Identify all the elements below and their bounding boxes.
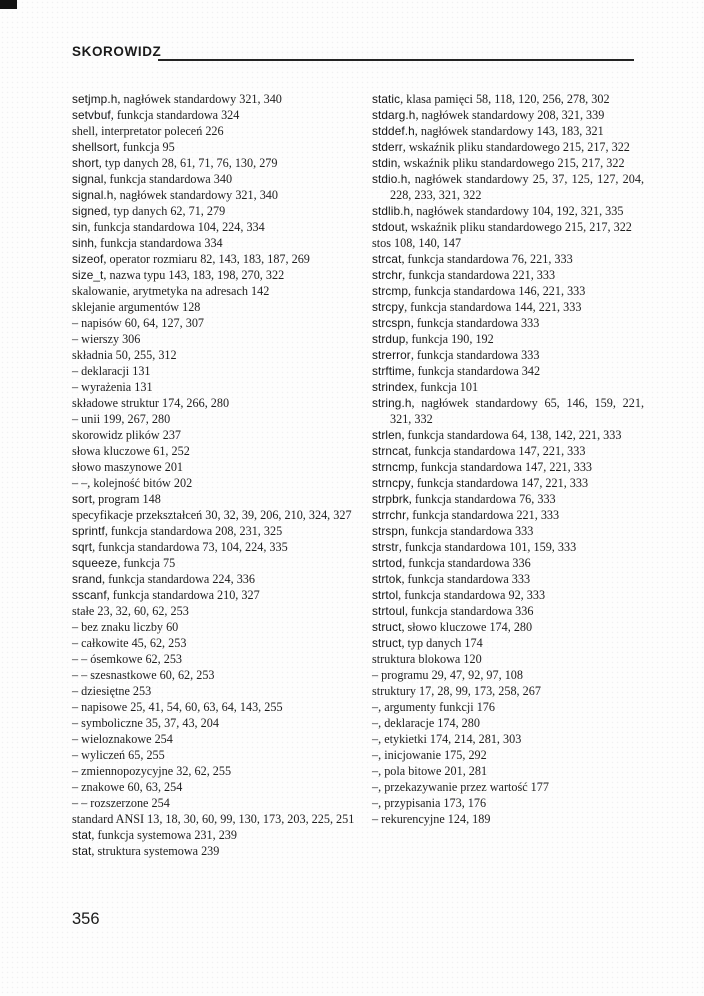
index-term-code: sort: [72, 492, 93, 506]
index-entry-text: stałe 23, 32, 60, 62, 253: [72, 604, 189, 618]
index-entry: [72, 139, 360, 155]
index-entry-text: , funkcja standardowa 340: [103, 172, 233, 186]
index-term-code: strcat: [372, 252, 402, 266]
index-entry: [72, 171, 360, 187]
index-entry: [372, 395, 644, 427]
index-entry: [72, 363, 360, 379]
index-entry-text: , wskaźnik pliku standardowego 215, 217, 322: [397, 156, 625, 170]
index-entry-text: , typ danych 62, 71, 279: [107, 204, 226, 218]
index-term-code: sinh: [72, 236, 95, 250]
index-entry: [372, 267, 644, 283]
index-entry: [372, 507, 644, 523]
index-entry-text: , funkcja standardowa 333: [404, 524, 534, 538]
index-entry-text: , funkcja standardowa 76, 221, 333: [401, 252, 573, 266]
index-entry: [72, 683, 360, 699]
index-entry: [72, 651, 360, 667]
index-entry-text: –, pola bitowe 201, 281: [372, 764, 488, 778]
index-entry: [372, 795, 644, 811]
index-entry-text: , funkcja standardowa 73, 104, 224, 335: [92, 540, 288, 554]
index-entry-text: – unii 199, 267, 280: [72, 412, 171, 426]
index-entry-text: – – ósemkowe 62, 253: [72, 652, 183, 666]
index-entry-text: struktury 17, 28, 99, 173, 258, 267: [372, 684, 541, 698]
index-entry-text: sklejanie argumentów 128: [72, 300, 201, 314]
index-term-code: sscanf: [72, 588, 107, 602]
index-entry: [372, 427, 644, 443]
index-entry: [72, 475, 360, 491]
index-entry-text: , funkcja 95: [116, 140, 175, 154]
index-entry-text: – – szesnastkowe 60, 62, 253: [72, 668, 215, 682]
index-entry: [72, 539, 360, 555]
index-term-code: short: [72, 156, 99, 170]
index-entry: [372, 763, 644, 779]
index-term-code: sqrt: [72, 540, 93, 554]
index-entry: [72, 571, 360, 587]
index-term-code: setvbuf: [72, 108, 111, 122]
index-term-code: signal.h: [72, 188, 114, 202]
index-term-code: strncmp: [372, 460, 415, 474]
index-entry-text: , nagłówek standardowy 104, 192, 321, 335: [410, 204, 624, 218]
index-entry-text: , operator rozmiaru 82, 143, 183, 187, 269: [103, 252, 310, 266]
index-term-code: stdlib.h: [372, 204, 411, 218]
index-entry: [72, 395, 360, 411]
index-term-code: strftime: [372, 364, 412, 378]
index-entry-text: , funkcja standardowa 147, 221, 333: [410, 476, 589, 490]
index-entry-text: , funkcja systemowa 231, 239: [91, 828, 237, 842]
index-entry-text: , typ danych 174: [401, 636, 483, 650]
index-entry: [72, 155, 360, 171]
page-number: 356: [72, 910, 100, 928]
index-entry: [372, 91, 644, 107]
index-entry-text: , funkcja standardowa 208, 231, 325: [104, 524, 283, 538]
index-entry: [372, 299, 644, 315]
index-entry-text: składnia 50, 255, 312: [72, 348, 177, 362]
index-term-code: srand: [72, 572, 103, 586]
index-entry: [372, 539, 644, 555]
page-title: SKOROWIDZ: [72, 44, 162, 59]
index-entry: [372, 635, 644, 651]
index-entry-text: , nazwa typu 143, 183, 198, 270, 322: [103, 268, 285, 282]
index-column-right: [372, 91, 644, 859]
page-header: [72, 44, 634, 64]
index-entry: [372, 491, 644, 507]
index-entry: [372, 443, 644, 459]
index-entry: [372, 651, 644, 667]
index-entry-text: – dziesiętne 253: [72, 684, 152, 698]
index-entry: [372, 683, 644, 699]
index-entry: [72, 811, 360, 827]
index-entry-text: , słowo kluczowe 174, 280: [401, 620, 533, 634]
index-entry-text: – zmiennopozycyjne 32, 62, 255: [72, 764, 232, 778]
index-entry: [372, 747, 644, 763]
index-entry: [72, 427, 360, 443]
index-entry-text: – całkowite 45, 62, 253: [72, 636, 187, 650]
index-entry: [72, 267, 360, 283]
index-entry-text: – wieloznakowe 254: [72, 732, 173, 746]
index-entry: [372, 251, 644, 267]
index-entry: [372, 779, 644, 795]
index-entry-text: , funkcja 75: [117, 556, 176, 570]
index-entry: [72, 779, 360, 795]
index-entry-text: struktura blokowa 120: [372, 652, 482, 666]
index-entry: [72, 587, 360, 603]
index-term-code: strspn: [372, 524, 405, 538]
index-entry: [72, 619, 360, 635]
index-entry-text: skalowanie, arytmetyka na adresach 142: [72, 284, 270, 298]
index-entry-text: , program 148: [92, 492, 161, 506]
index-entry: [372, 283, 644, 299]
index-entry: [372, 155, 644, 171]
index-entry-text: , funkcja 190, 192: [405, 332, 494, 346]
index-term-code: strncat: [372, 444, 409, 458]
index-entry-text: –, etykietki 174, 214, 281, 303: [372, 732, 522, 746]
index-entry: [372, 715, 644, 731]
index-entry-text: – wyliczeń 65, 255: [72, 748, 165, 762]
index-entry: [72, 843, 360, 859]
index-term-code: strindex: [372, 380, 415, 394]
index-entry: [72, 731, 360, 747]
index-entry-text: – –, kolejność bitów 202: [72, 476, 193, 490]
index-term-code: strlen: [372, 428, 402, 442]
index-entry: [72, 523, 360, 539]
index-term-code: stat: [72, 844, 92, 858]
index-entry: [72, 251, 360, 267]
index-term-code: stderr: [372, 140, 403, 154]
index-entry-text: , funkcja standardowa 92, 333: [398, 588, 546, 602]
index-entry-text: , funkcja standardowa 342: [411, 364, 541, 378]
index-entry-text: – programu 29, 47, 92, 97, 108: [372, 668, 523, 682]
index-columns: [72, 91, 644, 859]
index-entry: [372, 347, 644, 363]
index-entry: [372, 459, 644, 475]
index-entry-text: , funkcja standardowa 333: [410, 316, 540, 330]
index-entry: [72, 91, 360, 107]
index-entry-text: , funkcja standardowa 336: [402, 556, 531, 570]
index-entry: [72, 411, 360, 427]
index-term-code: squeeze: [72, 556, 118, 570]
index-term-code: stddef.h: [372, 124, 415, 138]
index-entry-text: słowa kluczowe 61, 252: [72, 444, 190, 458]
index-term-code: stdio.h: [372, 172, 408, 186]
index-term-code: strerror: [372, 348, 411, 362]
index-entry: [72, 795, 360, 811]
index-entry: [72, 283, 360, 299]
index-entry-text: – napisowe 25, 41, 54, 60, 63, 64, 143, 255: [72, 700, 283, 714]
index-entry: [72, 747, 360, 763]
scan-corner-artifact: [0, 0, 17, 9]
index-entry-text: , funkcja standardowa 101, 159, 333: [398, 540, 577, 554]
index-entry-text: – – rozszerzone 254: [72, 796, 170, 810]
index-term-code: stdin: [372, 156, 398, 170]
index-term-code: strcmp: [372, 284, 408, 298]
index-entry: [372, 331, 644, 347]
index-term-code: stat: [72, 828, 92, 842]
index-term-code: sprintf: [72, 524, 105, 538]
index-entry: [72, 299, 360, 315]
index-term-code: sizeof: [72, 252, 104, 266]
index-entry-text: , nagłówek standardowy 25, 37, 125, 127, 204, 228, 233, 321, 322: [390, 172, 644, 202]
index-entry-text: shell, interpretator poleceń 226: [72, 124, 224, 138]
index-entry-text: , funkcja standardowa 64, 138, 142, 221, 333: [401, 428, 622, 442]
index-entry: [372, 523, 644, 539]
index-term-code: signal: [72, 172, 104, 186]
index-entry: [372, 203, 644, 219]
index-entry: [372, 699, 644, 715]
index-entry-text: –, argumenty funkcji 176: [372, 700, 495, 714]
index-term-code: struct: [372, 620, 402, 634]
index-entry-text: , struktura systemowa 239: [91, 844, 220, 858]
index-entry-text: skorowidz plików 237: [72, 428, 182, 442]
index-entry: [72, 379, 360, 395]
index-entry: [372, 139, 644, 155]
index-entry: [372, 379, 644, 395]
index-entry: [72, 715, 360, 731]
index-entry-text: , funkcja 101: [414, 380, 479, 394]
index-entry: [72, 315, 360, 331]
index-entry: [72, 347, 360, 363]
index-term-code: shellsort: [72, 140, 117, 154]
index-entry: [72, 443, 360, 459]
index-entry: [372, 171, 644, 203]
index-term-code: setjmp.h: [72, 92, 118, 106]
index-term-code: static: [372, 92, 401, 106]
index-entry: [72, 331, 360, 347]
index-entry: [372, 219, 644, 235]
index-term-code: strtoul: [372, 604, 405, 618]
index-entry-text: specyfikacje przekształceń 30, 32, 39, 206, 210, 324, 327: [72, 508, 352, 522]
index-entry: [372, 555, 644, 571]
index-entry: [72, 699, 360, 715]
index-entry-text: słowo maszynowe 201: [72, 460, 184, 474]
index-entry-text: , funkcja standardowa 210, 327: [106, 588, 260, 602]
index-entry: [372, 235, 644, 251]
index-entry-text: , klasa pamięci 58, 118, 120, 256, 278, 302: [400, 92, 610, 106]
index-entry-text: , nagłówek standardowy 143, 183, 321: [414, 124, 604, 138]
index-entry-text: , funkcja standardowa 334: [94, 236, 223, 250]
index-entry: [372, 811, 644, 827]
index-entry: [72, 459, 360, 475]
index-term-code: sin: [72, 220, 88, 234]
index-entry: [372, 475, 644, 491]
index-entry-text: , nagłówek standardowy 321, 340: [117, 92, 282, 106]
index-entry-text: , funkcja standardowa 76, 333: [408, 492, 556, 506]
index-entry: [372, 363, 644, 379]
header-rule: [158, 59, 634, 61]
index-entry-text: , funkcja standardowa 104, 224, 334: [87, 220, 265, 234]
index-entry: [72, 763, 360, 779]
index-term-code: struct: [372, 636, 402, 650]
index-term-code: strpbrk: [372, 492, 409, 506]
index-entry: [372, 619, 644, 635]
index-term-code: stdarg.h: [372, 108, 416, 122]
index-entry: [72, 555, 360, 571]
index-term-code: stdout: [372, 220, 405, 234]
index-entry: [72, 219, 360, 235]
index-term-code: strstr: [372, 540, 399, 554]
index-entry-text: –, przypisania 173, 176: [372, 796, 487, 810]
index-entry: [72, 107, 360, 123]
index-entry-text: – bez znaku liczby 60: [72, 620, 179, 634]
index-entry: [372, 315, 644, 331]
index-entry-text: , funkcja standardowa 324: [110, 108, 240, 122]
index-entry-text: – znakowe 60, 63, 254: [72, 780, 183, 794]
index-entry-text: stos 108, 140, 147: [372, 236, 462, 250]
index-term-code: string.h: [372, 396, 412, 410]
index-entry-text: , funkcja standardowa 336: [404, 604, 534, 618]
index-entry-text: – wierszy 306: [72, 332, 141, 346]
index-entry-text: –, deklaracje 174, 280: [372, 716, 480, 730]
index-entry-text: , typ danych 28, 61, 71, 76, 130, 279: [98, 156, 278, 170]
index-entry-text: , funkcja standardowa 146, 221, 333: [408, 284, 586, 298]
index-entry: [72, 123, 360, 139]
index-entry: [72, 603, 360, 619]
index-entry-text: , nagłówek standardowy 321, 340: [113, 188, 278, 202]
index-entry-text: –, inicjowanie 175, 292: [372, 748, 487, 762]
index-entry: [372, 107, 644, 123]
index-entry: [72, 203, 360, 219]
index-term-code: strncpy: [372, 476, 411, 490]
index-entry-text: składowe struktur 174, 266, 280: [72, 396, 230, 410]
index-term-code: size_t: [72, 268, 104, 282]
index-term-code: strcspn: [372, 316, 411, 330]
index-entry-text: , nagłówek standardowy 65, 146, 159, 221, 321, 332: [390, 396, 644, 426]
index-term-code: strtol: [372, 588, 399, 602]
index-entry-text: , funkcja standardowa 333: [410, 348, 540, 362]
index-term-code: signed: [72, 204, 108, 218]
index-term-code: strtod: [372, 556, 403, 570]
index-entry: [72, 491, 360, 507]
index-entry-text: , funkcja standardowa 147, 221, 333: [414, 460, 593, 474]
index-column-left: [72, 91, 360, 859]
index-entry-text: , wskaźnik pliku standardowego 215, 217, 322: [402, 140, 630, 154]
index-entry-text: , funkcja standardowa 333: [401, 572, 531, 586]
index-term-code: strrchr: [372, 508, 407, 522]
index-entry: [372, 587, 644, 603]
index-entry-text: – symboliczne 35, 37, 43, 204: [72, 716, 219, 730]
index-entry: [372, 123, 644, 139]
index-term-code: strtok: [372, 572, 402, 586]
index-entry-text: , nagłówek standardowy 208, 321, 339: [415, 108, 605, 122]
index-entry-text: – rekurencyjne 124, 189: [372, 812, 491, 826]
index-term-code: strdup: [372, 332, 406, 346]
index-entry: [72, 507, 360, 523]
index-entry-text: –, przekazywanie przez wartość 177: [372, 780, 549, 794]
index-entry-text: , funkcja standardowa 221, 333: [406, 508, 560, 522]
index-entry-text: – napisów 60, 64, 127, 307: [72, 316, 205, 330]
index-entry-text: , funkcja standardowa 224, 336: [102, 572, 255, 586]
index-entry: [372, 667, 644, 683]
index-entry: [72, 187, 360, 203]
index-entry: [372, 731, 644, 747]
index-entry: [72, 235, 360, 251]
index-term-code: strcpy: [372, 300, 405, 314]
index-entry: [372, 603, 644, 619]
index-entry-text: standard ANSI 13, 18, 30, 60, 99, 130, 173, 203, 225, 251: [72, 812, 355, 826]
index-entry-text: – wyrażenia 131: [72, 380, 153, 394]
index-entry-text: , funkcja standardowa 144, 221, 333: [404, 300, 582, 314]
index-entry: [72, 635, 360, 651]
index-entry: [72, 827, 360, 843]
index-entry-text: , funkcja standardowa 147, 221, 333: [408, 444, 586, 458]
index-entry-text: , funkcja standardowa 221, 333: [402, 268, 556, 282]
index-term-code: strchr: [372, 268, 403, 282]
index-entry: [72, 667, 360, 683]
index-entry-text: – deklaracji 131: [72, 364, 151, 378]
index-entry: [372, 571, 644, 587]
index-entry-text: , wskaźnik pliku standardowego 215, 217, 322: [404, 220, 632, 234]
